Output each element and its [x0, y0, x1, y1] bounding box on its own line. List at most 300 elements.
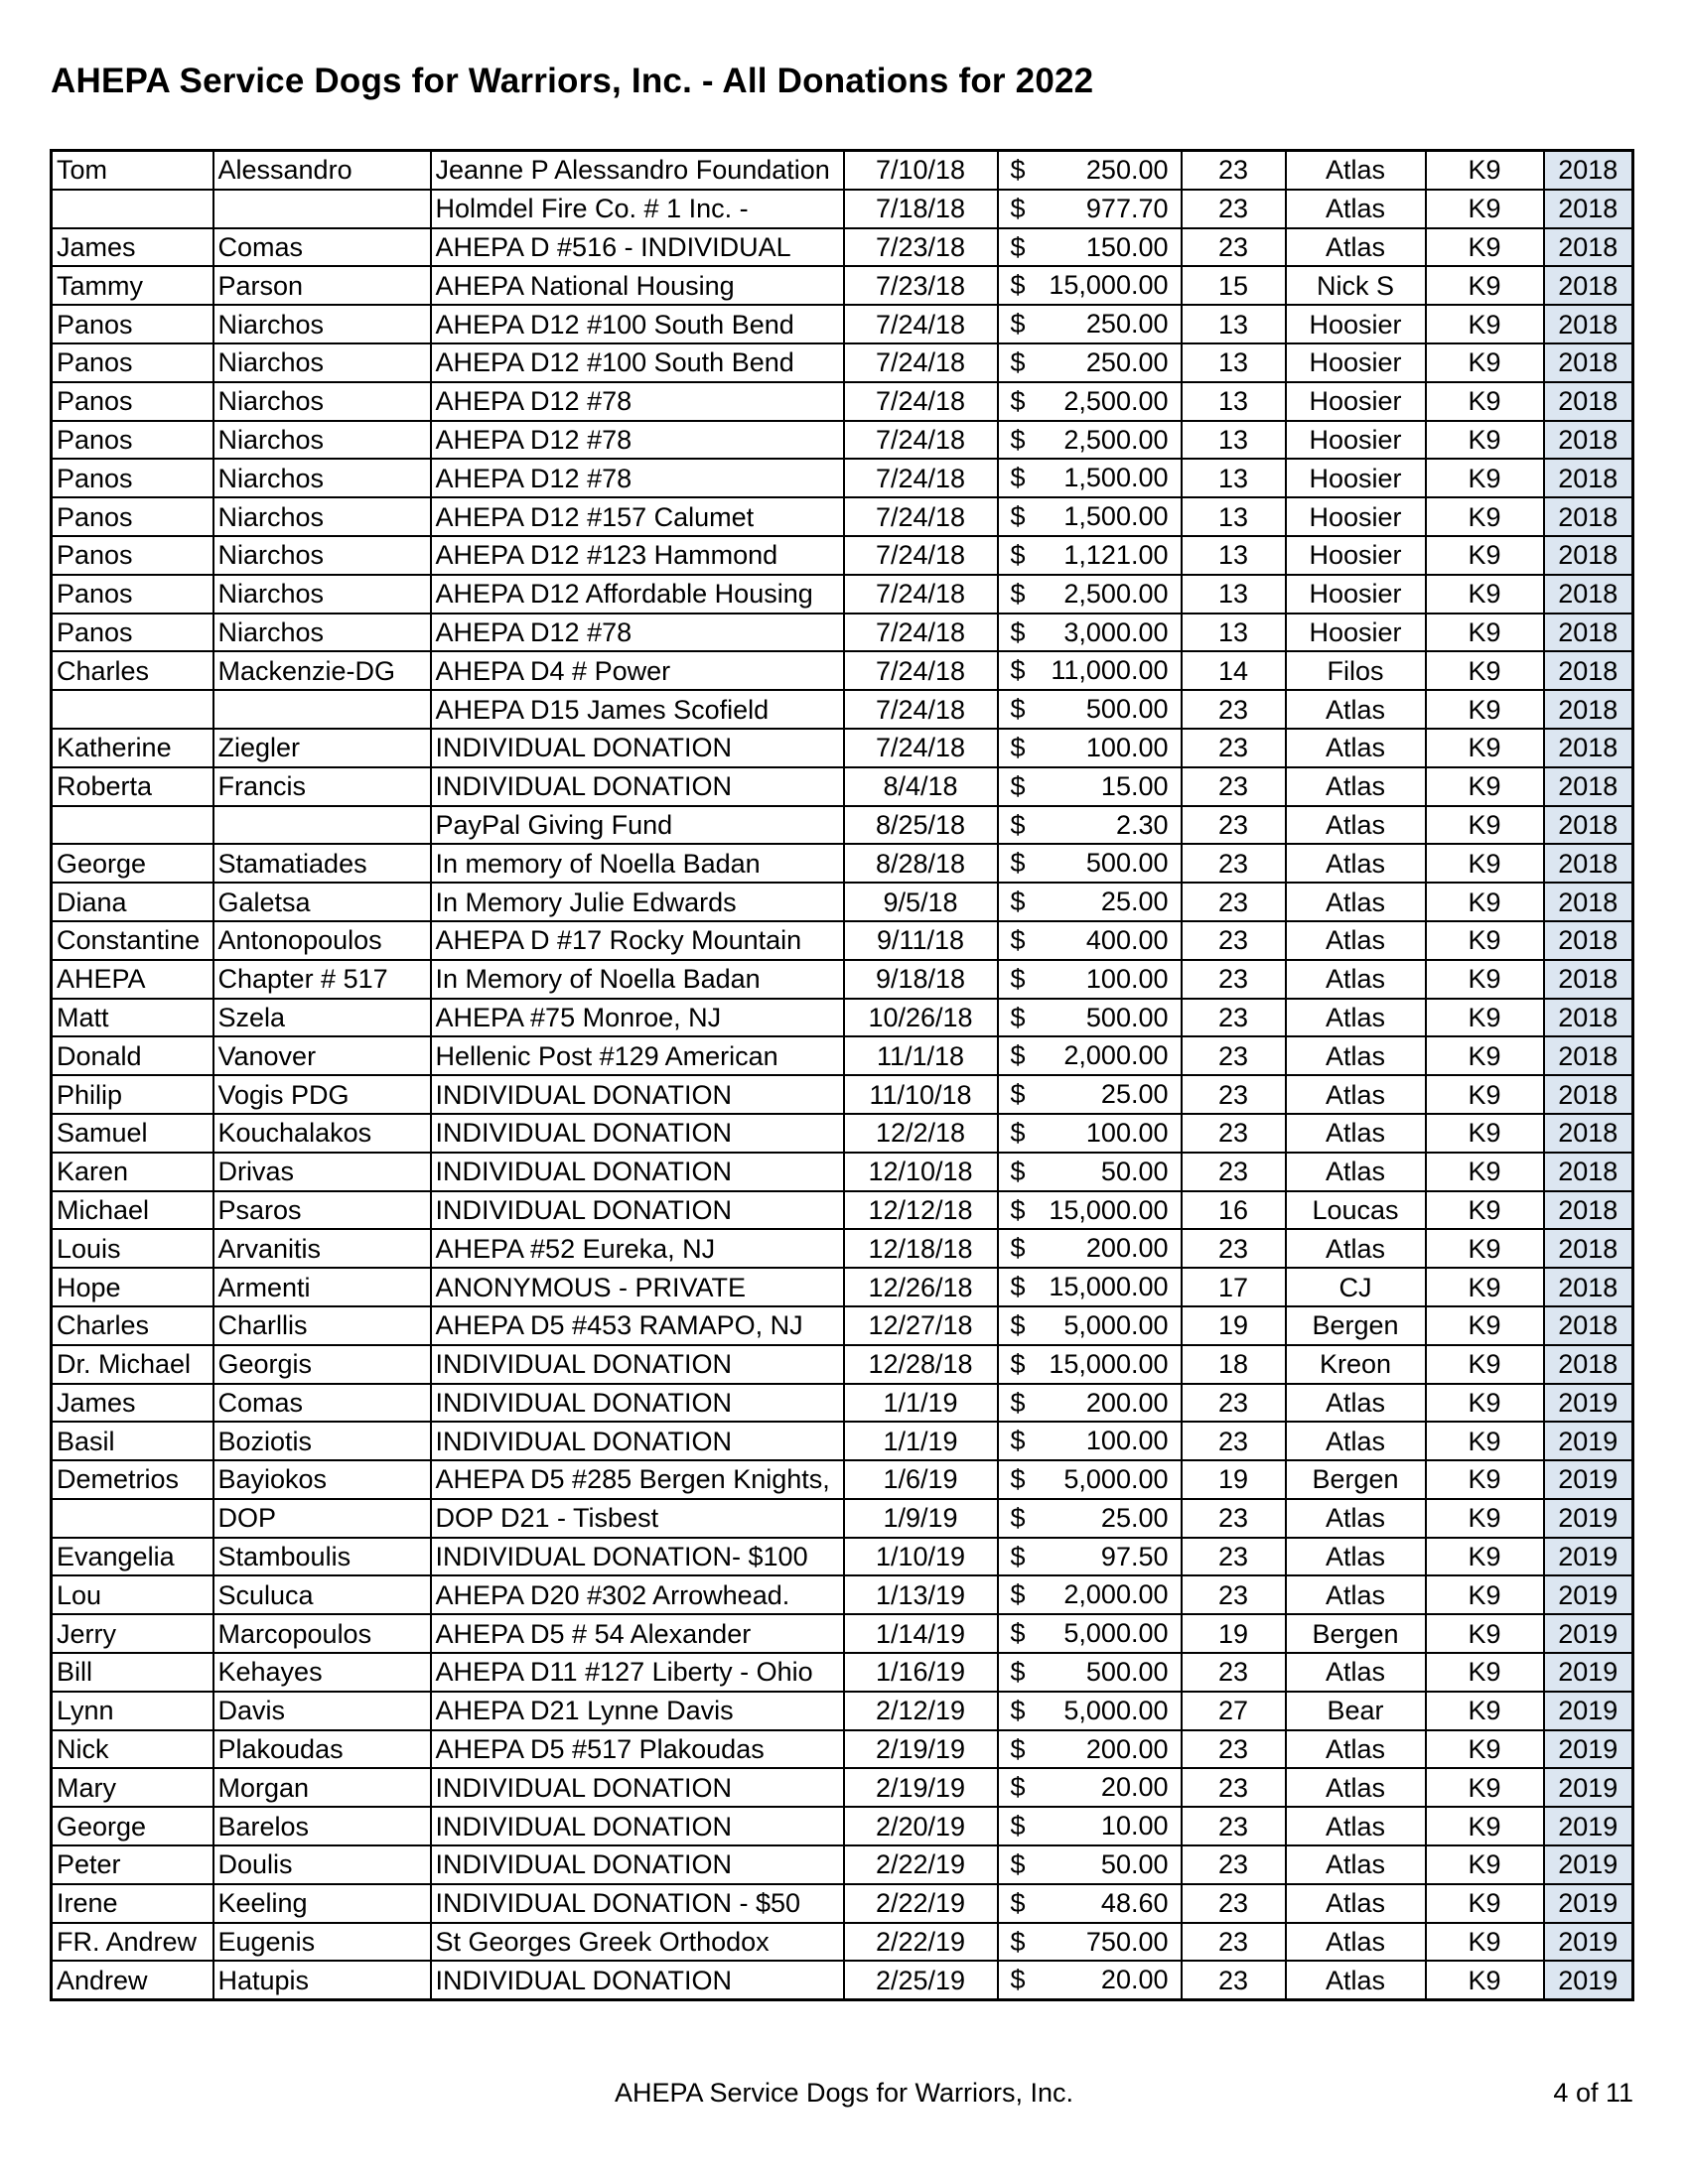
year-cell: 2019 [1544, 1538, 1633, 1576]
last-name-cell: Niarchos [213, 382, 431, 421]
type-cell: K9 [1426, 1345, 1544, 1384]
dog-name-cell: Atlas [1286, 999, 1426, 1037]
table-row [52, 1499, 1633, 1538]
amount-value: 100.00 [1085, 1426, 1169, 1456]
year-cell: 2018 [1544, 305, 1633, 343]
dog-name-cell: Hoosier [1286, 382, 1426, 421]
dog-name-cell: Loucas [1286, 1191, 1426, 1230]
organization-cell: INDIVIDUAL DONATION - $50 [431, 1884, 844, 1923]
number-cell: 23 [1182, 190, 1286, 228]
dog-name-cell: Bergen [1286, 1306, 1426, 1345]
first-name-cell: Dr. Michael [52, 1345, 213, 1384]
table-row [52, 729, 1633, 767]
organization-cell: In Memory of Noella Badan [431, 960, 844, 999]
currency-symbol: $ [1010, 1002, 1026, 1032]
date-cell: 1/16/19 [844, 1653, 998, 1692]
number-cell: 17 [1182, 1268, 1286, 1306]
organization-cell: AHEPA D12 #100 South Bend [431, 343, 844, 382]
year-cell: 2018 [1544, 228, 1633, 267]
amount-value: 10.00 [1100, 1811, 1169, 1842]
table-row [52, 1845, 1633, 1884]
dog-name-cell: Filos [1286, 651, 1426, 690]
table-row [52, 1768, 1633, 1807]
dog-name-cell: Atlas [1286, 151, 1426, 190]
amount-value: 5,000.00 [1063, 1618, 1169, 1649]
amount-value: 200.00 [1085, 1233, 1169, 1264]
type-cell: K9 [1426, 614, 1544, 652]
type-cell: K9 [1426, 651, 1544, 690]
table-row [52, 1422, 1633, 1460]
first-name-cell: Panos [52, 614, 213, 652]
organization-cell: AHEPA D12 #78 [431, 459, 844, 497]
currency-symbol: $ [1010, 924, 1026, 955]
dog-name-cell: Atlas [1286, 1961, 1426, 1999]
table-row [52, 999, 1633, 1037]
currency-symbol: $ [1010, 1657, 1026, 1688]
table-body [52, 151, 1633, 2000]
organization-cell: AHEPA D12 #78 [431, 421, 844, 460]
table-row [52, 690, 1633, 729]
number-cell: 23 [1182, 921, 1286, 960]
currency-symbol: $ [1010, 155, 1026, 185]
first-name-cell: Charles [52, 651, 213, 690]
type-cell: K9 [1426, 266, 1544, 305]
currency-symbol: $ [1010, 887, 1026, 917]
date-cell: 1/9/19 [844, 1499, 998, 1538]
organization-cell: AHEPA National Housing [431, 266, 844, 305]
amount-value: 20.00 [1100, 1965, 1169, 1995]
currency-symbol: $ [1010, 809, 1026, 840]
number-cell: 23 [1182, 1384, 1286, 1423]
first-name-cell: Constantine [52, 921, 213, 960]
table-row [52, 651, 1633, 690]
last-name-cell: Keeling [213, 1884, 431, 1923]
date-cell: 12/2/18 [844, 1114, 998, 1153]
first-name-cell: Basil [52, 1422, 213, 1460]
number-cell: 23 [1182, 883, 1286, 921]
amount-cell [998, 767, 1182, 806]
currency-symbol: $ [1010, 1618, 1026, 1649]
currency-symbol: $ [1010, 1849, 1026, 1880]
type-cell: K9 [1426, 1384, 1544, 1423]
year-cell: 2019 [1544, 1923, 1633, 1962]
amount-cell [998, 1923, 1182, 1962]
last-name-cell: Doulis [213, 1845, 431, 1884]
last-name-cell: Barelos [213, 1807, 431, 1845]
currency-symbol: $ [1010, 1079, 1026, 1110]
organization-cell: AHEPA D5 #285 Bergen Knights, [431, 1460, 844, 1499]
organization-cell: AHEPA D15 James Scofield [431, 690, 844, 729]
date-cell: 2/22/19 [844, 1845, 998, 1884]
date-cell: 8/4/18 [844, 767, 998, 806]
organization-cell: In memory of Noella Badan [431, 844, 844, 883]
last-name-cell: Mackenzie-DG [213, 651, 431, 690]
table-row [52, 1114, 1633, 1153]
currency-symbol: $ [1010, 1887, 1026, 1918]
first-name-cell: Donald [52, 1036, 213, 1075]
organization-cell: ANONYMOUS - PRIVATE [431, 1268, 844, 1306]
year-cell: 2018 [1544, 999, 1633, 1037]
currency-symbol: $ [1010, 501, 1026, 532]
organization-cell: AHEPA D5 #453 RAMAPO, NJ [431, 1306, 844, 1345]
type-cell: K9 [1426, 1575, 1544, 1614]
number-cell: 13 [1182, 382, 1286, 421]
currency-symbol: $ [1010, 1348, 1026, 1379]
number-cell: 23 [1182, 1499, 1286, 1538]
type-cell: K9 [1426, 1268, 1544, 1306]
dog-name-cell: Atlas [1286, 1538, 1426, 1576]
date-cell: 1/1/19 [844, 1422, 998, 1460]
first-name-cell [52, 806, 213, 845]
type-cell: K9 [1426, 1884, 1544, 1923]
number-cell: 13 [1182, 614, 1286, 652]
organization-cell: INDIVIDUAL DONATION [431, 729, 844, 767]
amount-cell [998, 1075, 1182, 1114]
last-name-cell: Niarchos [213, 575, 431, 614]
type-cell: K9 [1426, 1499, 1544, 1538]
footer-org-name: AHEPA Service Dogs for Warriors, Inc. [614, 2078, 1074, 2108]
first-name-cell: Panos [52, 343, 213, 382]
number-cell: 14 [1182, 651, 1286, 690]
currency-symbol: $ [1010, 1156, 1026, 1186]
amount-cell [998, 1807, 1182, 1845]
last-name-cell: Galetsa [213, 883, 431, 921]
table-row [52, 1306, 1633, 1345]
table-row [52, 614, 1633, 652]
type-cell: K9 [1426, 421, 1544, 460]
dog-name-cell: Atlas [1286, 690, 1426, 729]
year-cell: 2019 [1544, 1845, 1633, 1884]
year-cell: 2019 [1544, 1807, 1633, 1845]
amount-value: 500.00 [1085, 694, 1169, 725]
amount-cell [998, 190, 1182, 228]
currency-symbol: $ [1010, 1772, 1026, 1803]
amount-value: 2,500.00 [1063, 385, 1169, 416]
table-row [52, 921, 1633, 960]
year-cell: 2019 [1544, 1961, 1633, 1999]
table-row [52, 1923, 1633, 1962]
number-cell: 23 [1182, 767, 1286, 806]
amount-value: 977.70 [1085, 193, 1169, 223]
type-cell: K9 [1426, 729, 1544, 767]
currency-symbol: $ [1010, 385, 1026, 416]
type-cell: K9 [1426, 1807, 1544, 1845]
first-name-cell: FR. Andrew [52, 1923, 213, 1962]
amount-value: 15,000.00 [1049, 1348, 1169, 1379]
date-cell: 12/26/18 [844, 1268, 998, 1306]
dog-name-cell: Atlas [1286, 1845, 1426, 1884]
type-cell: K9 [1426, 883, 1544, 921]
last-name-cell: Niarchos [213, 536, 431, 575]
table-row [52, 343, 1633, 382]
amount-cell [998, 497, 1182, 536]
date-cell: 7/23/18 [844, 266, 998, 305]
table-row [52, 1229, 1633, 1268]
currency-symbol: $ [1010, 1579, 1026, 1610]
dog-name-cell: Atlas [1286, 1153, 1426, 1191]
date-cell: 1/6/19 [844, 1460, 998, 1499]
first-name-cell: Matt [52, 999, 213, 1037]
type-cell: K9 [1426, 1306, 1544, 1345]
currency-symbol: $ [1010, 1387, 1026, 1418]
year-cell: 2018 [1544, 690, 1633, 729]
date-cell: 12/27/18 [844, 1306, 998, 1345]
first-name-cell: Panos [52, 536, 213, 575]
type-cell: K9 [1426, 1692, 1544, 1730]
last-name-cell: Davis [213, 1692, 431, 1730]
donations-table [50, 149, 1634, 2001]
amount-cell [998, 806, 1182, 845]
table-row [52, 1807, 1633, 1845]
date-cell: 7/24/18 [844, 729, 998, 767]
year-cell: 2019 [1544, 1768, 1633, 1807]
organization-cell: INDIVIDUAL DONATION [431, 1961, 844, 1999]
currency-symbol: $ [1010, 655, 1026, 686]
amount-cell [998, 960, 1182, 999]
first-name-cell: Tammy [52, 266, 213, 305]
organization-cell: AHEPA D12 Affordable Housing [431, 575, 844, 614]
organization-cell: AHEPA D12 #78 [431, 614, 844, 652]
number-cell: 23 [1182, 1538, 1286, 1576]
table-row [52, 1884, 1633, 1923]
date-cell: 8/28/18 [844, 844, 998, 883]
table-row [52, 1692, 1633, 1730]
table-row [52, 1153, 1633, 1191]
type-cell: K9 [1426, 1614, 1544, 1653]
year-cell: 2018 [1544, 1114, 1633, 1153]
date-cell: 9/5/18 [844, 883, 998, 921]
first-name-cell: Peter [52, 1845, 213, 1884]
last-name-cell: Niarchos [213, 421, 431, 460]
year-cell: 2018 [1544, 651, 1633, 690]
amount-cell [998, 1384, 1182, 1423]
currency-symbol: $ [1010, 1040, 1026, 1071]
dog-name-cell: Hoosier [1286, 421, 1426, 460]
organization-cell: INDIVIDUAL DONATION [431, 1153, 844, 1191]
last-name-cell: Niarchos [213, 343, 431, 382]
year-cell: 2018 [1544, 844, 1633, 883]
last-name-cell: Kouchalakos [213, 1114, 431, 1153]
last-name-cell [213, 690, 431, 729]
number-cell: 23 [1182, 1114, 1286, 1153]
first-name-cell: Karen [52, 1153, 213, 1191]
last-name-cell: Comas [213, 228, 431, 267]
dog-name-cell: Atlas [1286, 1075, 1426, 1114]
amount-value: 5,000.00 [1063, 1464, 1169, 1495]
first-name-cell: AHEPA [52, 960, 213, 999]
first-name-cell: Tom [52, 151, 213, 190]
amount-value: 200.00 [1085, 1733, 1169, 1764]
date-cell: 7/24/18 [844, 614, 998, 652]
last-name-cell: Alessandro [213, 151, 431, 190]
amount-value: 25.00 [1100, 1079, 1169, 1110]
number-cell: 13 [1182, 343, 1286, 382]
date-cell: 11/10/18 [844, 1075, 998, 1114]
type-cell: K9 [1426, 1730, 1544, 1769]
first-name-cell: Louis [52, 1229, 213, 1268]
date-cell: 7/24/18 [844, 343, 998, 382]
organization-cell: INDIVIDUAL DONATION [431, 1422, 844, 1460]
year-cell: 2019 [1544, 1384, 1633, 1423]
table-row [52, 1268, 1633, 1306]
organization-cell: AHEPA D4 # Power [431, 651, 844, 690]
last-name-cell: Niarchos [213, 497, 431, 536]
amount-value: 50.00 [1100, 1156, 1169, 1186]
last-name-cell: Comas [213, 1384, 431, 1423]
year-cell: 2018 [1544, 806, 1633, 845]
date-cell: 1/14/19 [844, 1614, 998, 1653]
dog-name-cell: Atlas [1286, 921, 1426, 960]
currency-symbol: $ [1010, 463, 1026, 493]
organization-cell: INDIVIDUAL DONATION [431, 1845, 844, 1884]
type-cell: K9 [1426, 690, 1544, 729]
organization-cell: AHEPA D5 #517 Plakoudas [431, 1730, 844, 1769]
dog-name-cell: Atlas [1286, 883, 1426, 921]
currency-symbol: $ [1010, 1233, 1026, 1264]
first-name-cell: Lou [52, 1575, 213, 1614]
amount-value: 100.00 [1085, 732, 1169, 762]
table-row [52, 459, 1633, 497]
year-cell: 2019 [1544, 1730, 1633, 1769]
amount-cell [998, 459, 1182, 497]
number-cell: 19 [1182, 1306, 1286, 1345]
year-cell: 2018 [1544, 575, 1633, 614]
currency-symbol: $ [1010, 539, 1026, 570]
first-name-cell: Evangelia [52, 1538, 213, 1576]
dog-name-cell: Hoosier [1286, 305, 1426, 343]
date-cell: 7/24/18 [844, 497, 998, 536]
date-cell: 1/13/19 [844, 1575, 998, 1614]
amount-value: 5,000.00 [1063, 1695, 1169, 1725]
date-cell: 7/24/18 [844, 536, 998, 575]
amount-cell [998, 883, 1182, 921]
dog-name-cell: Hoosier [1286, 459, 1426, 497]
year-cell: 2018 [1544, 1075, 1633, 1114]
year-cell: 2018 [1544, 266, 1633, 305]
amount-value: 500.00 [1085, 1657, 1169, 1688]
organization-cell: INDIVIDUAL DONATION [431, 1345, 844, 1384]
amount-cell [998, 1768, 1182, 1807]
currency-symbol: $ [1010, 1194, 1026, 1225]
dog-name-cell: Atlas [1286, 1884, 1426, 1923]
type-cell: K9 [1426, 960, 1544, 999]
type-cell: K9 [1426, 1538, 1544, 1576]
table-row [52, 266, 1633, 305]
amount-value: 3,000.00 [1063, 616, 1169, 647]
dog-name-cell: Atlas [1286, 1229, 1426, 1268]
last-name-cell: Kehayes [213, 1653, 431, 1692]
type-cell: K9 [1426, 1845, 1544, 1884]
amount-value: 97.50 [1100, 1541, 1169, 1571]
first-name-cell: Panos [52, 421, 213, 460]
first-name-cell: George [52, 1807, 213, 1845]
year-cell: 2018 [1544, 614, 1633, 652]
currency-symbol: $ [1010, 1733, 1026, 1764]
dog-name-cell: Hoosier [1286, 575, 1426, 614]
amount-cell [998, 1653, 1182, 1692]
organization-cell: INDIVIDUAL DONATION [431, 1768, 844, 1807]
number-cell: 23 [1182, 844, 1286, 883]
year-cell: 2018 [1544, 767, 1633, 806]
currency-symbol: $ [1010, 1309, 1026, 1340]
dog-name-cell: Atlas [1286, 1384, 1426, 1423]
amount-cell [998, 1538, 1182, 1576]
amount-cell [998, 844, 1182, 883]
dog-name-cell: Atlas [1286, 1923, 1426, 1962]
amount-value: 200.00 [1085, 1387, 1169, 1418]
organization-cell: INDIVIDUAL DONATION [431, 1384, 844, 1423]
amount-cell [998, 266, 1182, 305]
dog-name-cell: Atlas [1286, 1768, 1426, 1807]
year-cell: 2019 [1544, 1884, 1633, 1923]
amount-value: 2,500.00 [1063, 578, 1169, 609]
table-row [52, 1730, 1633, 1769]
dog-name-cell: Atlas [1286, 1422, 1426, 1460]
date-cell: 1/1/19 [844, 1384, 998, 1423]
amount-value: 15,000.00 [1049, 1272, 1169, 1302]
dog-name-cell: Bergen [1286, 1460, 1426, 1499]
amount-value: 1,500.00 [1063, 501, 1169, 532]
currency-symbol: $ [1010, 1502, 1026, 1533]
last-name-cell: Vogis PDG [213, 1075, 431, 1114]
year-cell: 2018 [1544, 1153, 1633, 1191]
organization-cell: Holmdel Fire Co. # 1 Inc. - [431, 190, 844, 228]
number-cell: 13 [1182, 497, 1286, 536]
year-cell: 2018 [1544, 1036, 1633, 1075]
last-name-cell: Ziegler [213, 729, 431, 767]
type-cell: K9 [1426, 151, 1544, 190]
amount-cell [998, 1614, 1182, 1653]
organization-cell: INDIVIDUAL DONATION [431, 1807, 844, 1845]
organization-cell: AHEPA D12 #78 [431, 382, 844, 421]
first-name-cell: Katherine [52, 729, 213, 767]
organization-cell: PayPal Giving Fund [431, 806, 844, 845]
number-cell: 23 [1182, 1075, 1286, 1114]
type-cell: K9 [1426, 1460, 1544, 1499]
date-cell: 7/24/18 [844, 421, 998, 460]
amount-cell [998, 1345, 1182, 1384]
date-cell: 2/25/19 [844, 1961, 998, 1999]
number-cell: 13 [1182, 421, 1286, 460]
dog-name-cell: Atlas [1286, 960, 1426, 999]
dog-name-cell: Atlas [1286, 190, 1426, 228]
dog-name-cell: Atlas [1286, 1114, 1426, 1153]
year-cell: 2019 [1544, 1575, 1633, 1614]
amount-cell [998, 1422, 1182, 1460]
date-cell: 7/24/18 [844, 382, 998, 421]
last-name-cell: Armenti [213, 1268, 431, 1306]
table-row [52, 305, 1633, 343]
number-cell: 23 [1182, 999, 1286, 1037]
number-cell: 23 [1182, 1884, 1286, 1923]
last-name-cell: Charllis [213, 1306, 431, 1345]
first-name-cell: Irene [52, 1884, 213, 1923]
year-cell: 2018 [1544, 1191, 1633, 1230]
organization-cell: INDIVIDUAL DONATION- $100 [431, 1538, 844, 1576]
amount-value: 150.00 [1085, 231, 1169, 262]
first-name-cell [52, 690, 213, 729]
number-cell: 23 [1182, 1653, 1286, 1692]
date-cell: 2/19/19 [844, 1768, 998, 1807]
amount-cell [998, 382, 1182, 421]
date-cell: 12/18/18 [844, 1229, 998, 1268]
amount-value: 250.00 [1085, 309, 1169, 340]
type-cell: K9 [1426, 844, 1544, 883]
amount-cell [998, 1961, 1182, 1999]
type-cell: K9 [1426, 767, 1544, 806]
number-cell: 23 [1182, 960, 1286, 999]
page-number: 4 of 11 [1553, 2078, 1633, 2108]
